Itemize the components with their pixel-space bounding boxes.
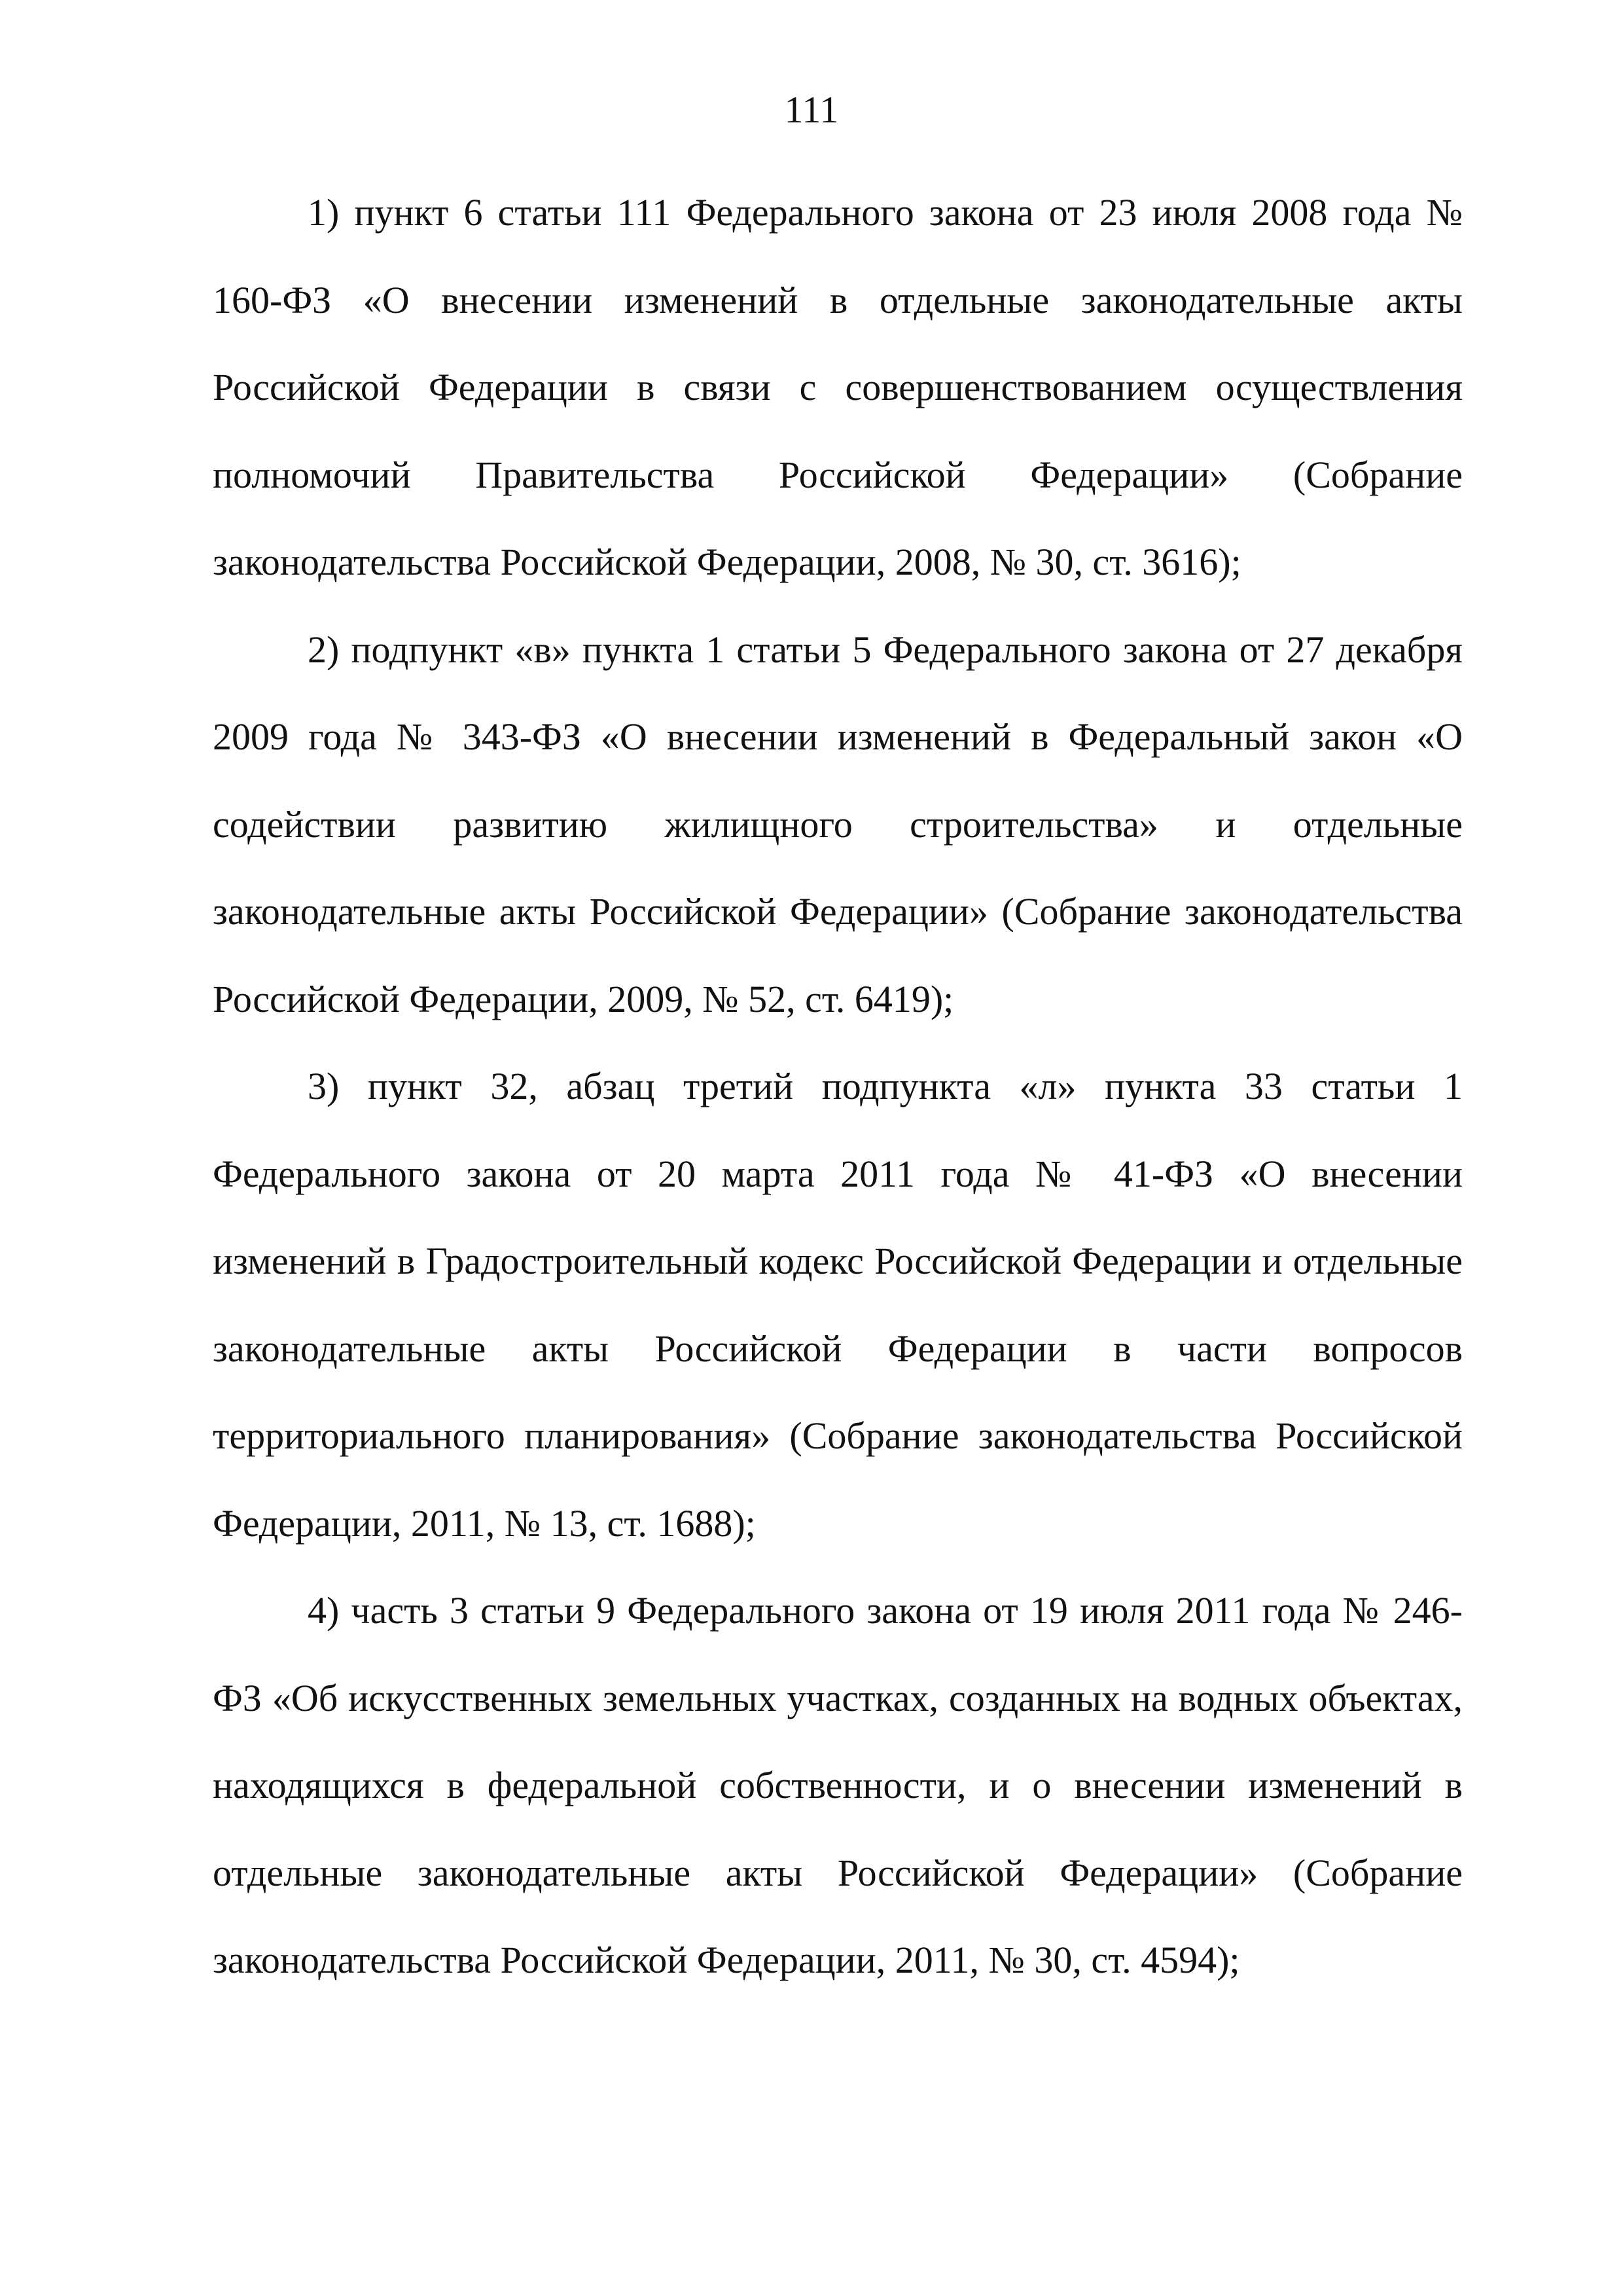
list-item: 4) часть 3 статьи 9 Федерального закона от 19 июля 2011 года № 246-ФЗ «Об искусственных земельных участках, созданных на водных объектах, находящихся в федеральной собственности, и о внесении изменений в отдельные законодательные акты Российской Федерации» (Собрание законодательства Российской Федерации, 2011, № 30, ст. 4594); bbox=[213, 1589, 1463, 1981]
list-item: 1) пункт 6 статьи 111 Федерального закона от 23 июля 2008 года № 160-ФЗ «О внесении изменений в отдельные законодательные акты Российской Федерации в связи с совершенствованием осуществления полномочий Правительства Российской Федерации» (Собрание законодательства Российской Федерации, 2008, № 30, ст. 3616); bbox=[213, 191, 1463, 583]
list-item: 3) пункт 32, абзац третий подпункта «л» пункта 33 статьи 1 Федерального закона от 20 марта 2011 года № 41-ФЗ «О внесении изменений в Градостроительный кодекс Российской Федерации и отдельные законодательные акты Российской Федерации в части вопросов территориального планирования» (Собрание законодательства Российской Федерации, 2011, № 13, ст. 1688); bbox=[213, 1065, 1463, 1545]
document-body bbox=[213, 169, 1463, 2004]
list-item: 2) подпункт «в» пункта 1 статьи 5 Федерального закона от 27 декабря 2009 года № 343-ФЗ «О внесении изменений в Федеральный закон «О содействии развитию жилищного строительства» и отдельные законодательные акты Российской Федерации» (Собрание законодательства Российской Федерации, 2009, № 52, ст. 6419); bbox=[213, 628, 1463, 1020]
page-number: 111 bbox=[784, 88, 839, 131]
